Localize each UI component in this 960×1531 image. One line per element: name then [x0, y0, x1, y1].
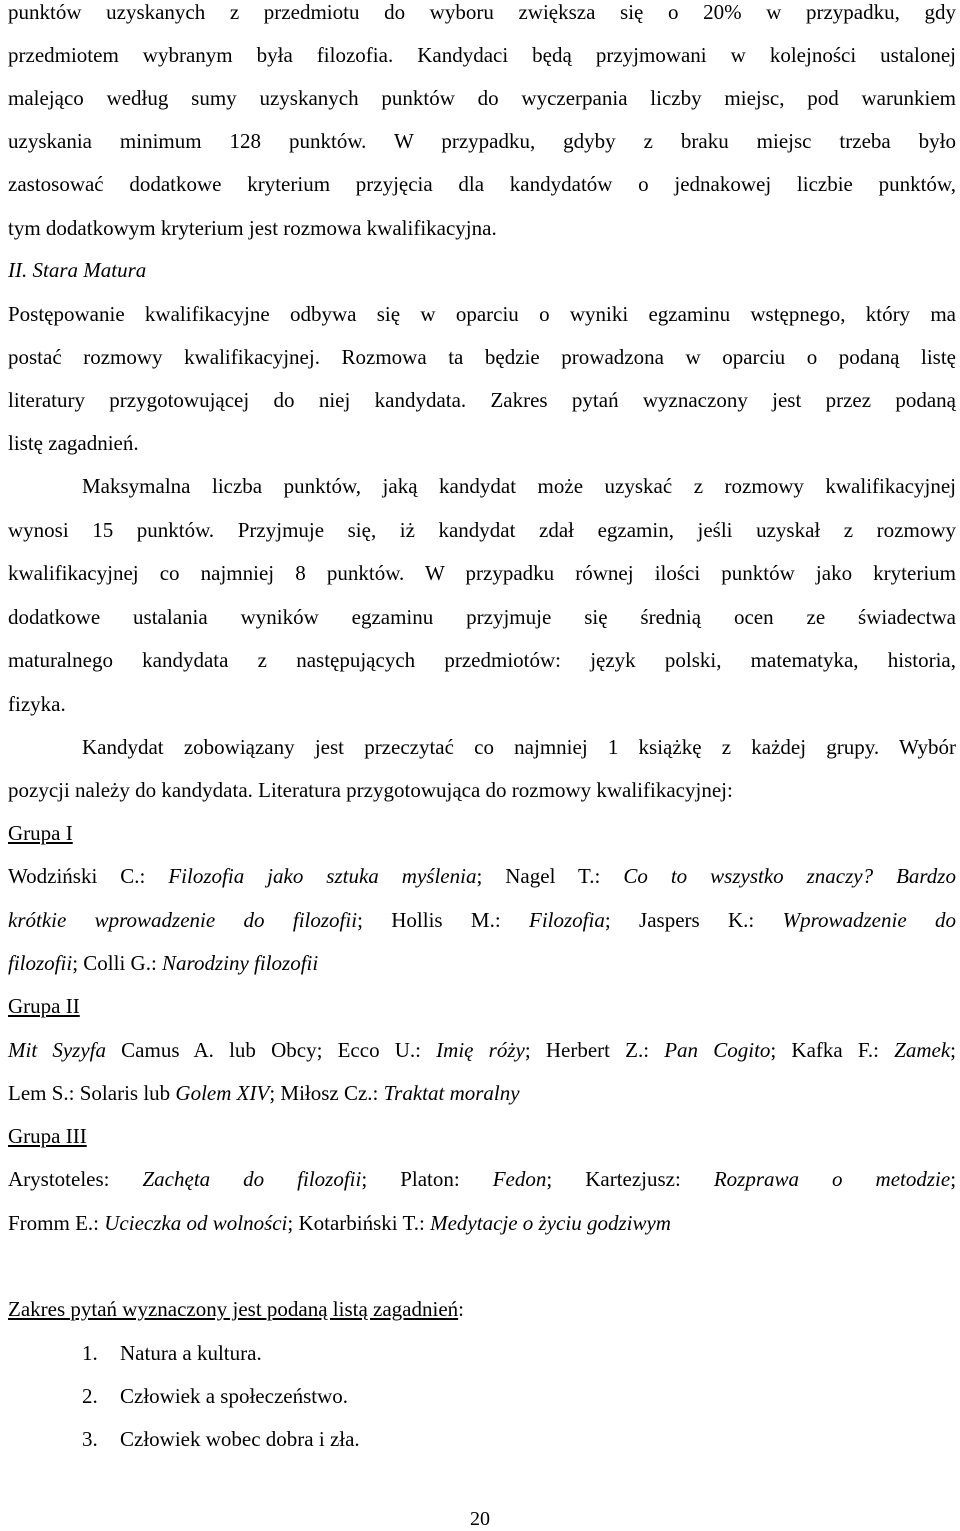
- author-text: ;: [950, 1167, 957, 1191]
- title-text: Golem XIV: [175, 1081, 270, 1105]
- group-heading: Grupa III: [8, 1124, 87, 1148]
- page-number: 20: [470, 1508, 490, 1530]
- title-text: filozofii: [8, 951, 73, 975]
- paragraph-line: listę zagadnień.: [8, 431, 139, 455]
- paragraph-line: maturalnego kandydata z następujących przedmiotów: język polski, matematyka, historia,: [8, 648, 956, 672]
- title-text: Fedon: [492, 1167, 547, 1191]
- paragraph-line: fizyka.: [8, 692, 66, 716]
- author-text: ; Jaspers K.:: [604, 908, 783, 932]
- title-text: Medytacje o życiu godziwym: [430, 1211, 671, 1235]
- author-text: ; Nagel T.:: [476, 864, 624, 888]
- paragraph-line: przedmiotem wybranym była filozofia. Kandydaci będą przyjmowani w kolejności ustalonej: [8, 43, 956, 67]
- title-text: Zamek: [894, 1038, 951, 1062]
- paragraph-line: Postępowanie kwalifikacyjne odbywa się w oparciu o wyniki egzaminu wstępnego, który ma: [8, 302, 956, 326]
- paragraph-line: postać rozmowy kwalifikacyjnej. Rozmowa ta będzie prowadzona w oparciu o podaną listę: [8, 345, 956, 369]
- bibliography-line: [8, 1164, 956, 1194]
- topics-heading: [8, 1294, 956, 1324]
- author-text: ; Kafka F.:: [770, 1038, 895, 1062]
- author-text: ; Miłosz Cz.:: [269, 1081, 384, 1105]
- author-text: ; Kartezjusz:: [546, 1167, 714, 1191]
- topics-heading-colon: :: [458, 1297, 465, 1321]
- title-text: Imię róży: [436, 1038, 525, 1062]
- author-text: ; Hollis M.:: [357, 908, 530, 932]
- list-item-number: 2.: [82, 1384, 98, 1408]
- title-text: Rozprawa o metodzie: [713, 1167, 951, 1191]
- section-heading: II. Stara Matura: [8, 258, 147, 282]
- paragraph-line: literatury przygotowującej do niej kandydata. Zakres pytań wyznaczony jest przez podaną: [8, 388, 956, 412]
- bibliography-line: [8, 1035, 956, 1065]
- title-text: Wprowadzenie do: [782, 908, 956, 932]
- paragraph-line: Maksymalna liczba punktów, jaką kandydat może uzyskać z rozmowy kwalifikacyjnej: [82, 474, 956, 498]
- title-text: Filozofia: [529, 908, 605, 932]
- title-text: Pan Cogito: [664, 1038, 771, 1062]
- author-text: Lem S.: Solaris lub: [8, 1081, 176, 1105]
- bibliography-line: [8, 861, 956, 891]
- title-text: Mit Syzyfa: [8, 1038, 106, 1062]
- bibliography-line: [8, 948, 956, 978]
- paragraph-line: punktów uzyskanych z przedmiotu do wyboru zwiększa się o 20% w przypadku, gdy: [8, 0, 956, 24]
- paragraph-line: kwalifikacyjnej co najmniej 8 punktów. W przypadku równej ilości punktów jako kryterium: [8, 561, 956, 585]
- author-text: ; Herbert Z.:: [524, 1038, 665, 1062]
- paragraph-line: zastosować dodatkowe kryterium przyjęcia dla kandydatów o jednakowej liczbie punktów,: [8, 172, 956, 196]
- paragraph-line: uzyskania minimum 128 punktów. W przypadku, gdyby z braku miejsc trzeba było: [8, 129, 956, 153]
- topics-heading-text: Zakres pytań wyznaczony jest podaną listą zagadnień: [8, 1297, 459, 1321]
- paragraph-line: pozycji należy do kandydata. Literatura przygotowująca do rozmowy kwalifikacyjnej:: [8, 778, 733, 802]
- title-text: krótkie wprowadzenie do filozofii: [8, 908, 358, 932]
- title-text: Ucieczka od wolności: [104, 1211, 288, 1235]
- title-text: Filozofia jako sztuka myślenia: [168, 864, 477, 888]
- bibliography-line: [8, 1208, 956, 1238]
- author-text: ;: [950, 1038, 957, 1062]
- paragraph-line: tym dodatkowym kryterium jest rozmowa kwalifikacyjna.: [8, 216, 497, 240]
- author-text: ; Kotarbiński T.:: [287, 1211, 431, 1235]
- author-text: Fromm E.:: [8, 1211, 105, 1235]
- author-text: ; Colli G.:: [72, 951, 163, 975]
- group-heading: Grupa II: [8, 994, 80, 1018]
- paragraph-line: Kandydat zobowiązany jest przeczytać co najmniej 1 książkę z każdej grupy. Wybór: [82, 735, 956, 759]
- author-text: ; Platon:: [361, 1167, 493, 1191]
- bibliography-line: [8, 1078, 956, 1108]
- list-item: Człowiek a społeczeństwo.: [120, 1384, 349, 1408]
- list-item: Natura a kultura.: [120, 1341, 262, 1365]
- list-item: Człowiek wobec dobra i zła.: [120, 1427, 360, 1451]
- title-text: Traktat moralny: [383, 1081, 520, 1105]
- paragraph-line: malejąco według sumy uzyskanych punktów do wyczerpania liczby miejsc, pod warunkiem: [8, 86, 956, 110]
- author-text: Arystoteles:: [8, 1167, 143, 1191]
- list-item-number: 3.: [82, 1427, 98, 1451]
- bibliography-line: [8, 905, 956, 935]
- paragraph-line: dodatkowe ustalania wyników egzaminu przyjmuje się średnią ocen ze świadectwa: [8, 605, 956, 629]
- list-item-number: 1.: [82, 1341, 98, 1365]
- title-text: Narodziny filozofii: [162, 951, 319, 975]
- author-text: Camus A. lub Obcy; Ecco U.:: [105, 1038, 437, 1062]
- title-text: Co to wszystko znaczy? Bardzo: [623, 864, 956, 888]
- group-heading: Grupa I: [8, 821, 73, 845]
- paragraph-line: wynosi 15 punktów. Przyjmuje się, iż kandydat zdał egzamin, jeśli uzyskał z rozmowy: [8, 518, 956, 542]
- title-text: Zachęta do filozofii: [142, 1167, 362, 1191]
- author-text: Wodziński C.:: [8, 864, 169, 888]
